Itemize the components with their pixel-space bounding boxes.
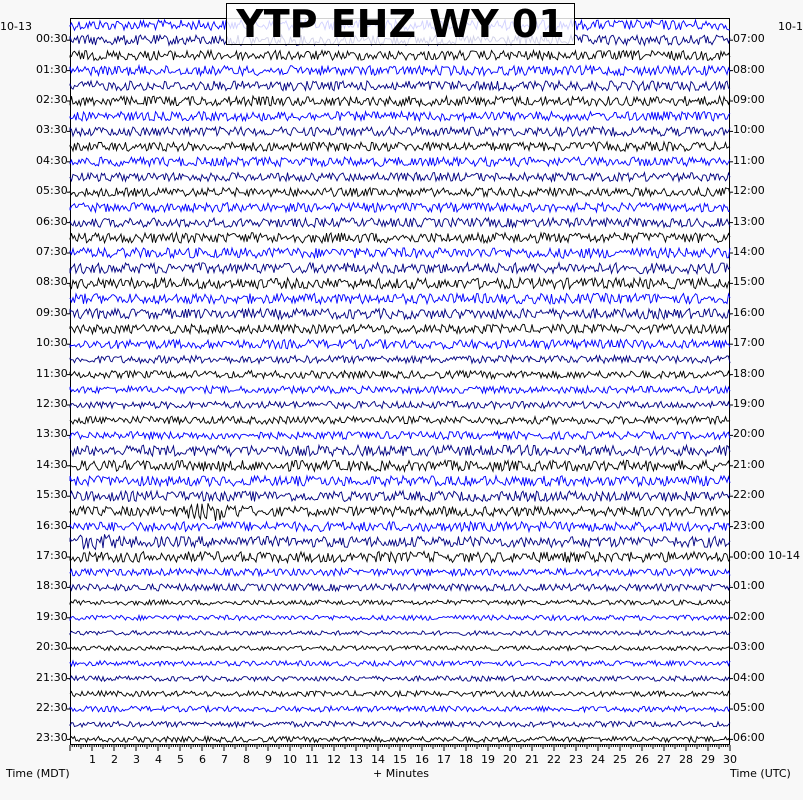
x-tick-label: 5 xyxy=(177,753,184,766)
left-hour-label: 17:30 xyxy=(36,549,68,562)
x-tick-label: 28 xyxy=(679,753,693,766)
x-tick-label: 14 xyxy=(371,753,385,766)
x-axis-label: + Minutes xyxy=(373,767,430,780)
title-box xyxy=(226,3,575,45)
right-hour-label: 22:00 xyxy=(733,488,765,501)
left-hour-label: 06:30 xyxy=(36,215,68,228)
right-hour-label: 05:00 xyxy=(733,701,765,714)
left-hour-label: 22:30 xyxy=(36,701,68,714)
left-hour-label: 07:30 xyxy=(36,245,68,258)
left-hour-label: 00:30 xyxy=(36,32,68,45)
right-date-change-label: 10-14 xyxy=(768,549,800,562)
right-hour-label: 18:00 xyxy=(733,367,765,380)
x-tick-label: 26 xyxy=(635,753,649,766)
right-hour-label: 02:00 xyxy=(733,610,765,623)
x-tick-label: 10 xyxy=(283,753,297,766)
x-tick-label: 1 xyxy=(89,753,96,766)
left-hour-label: 01:30 xyxy=(36,63,68,76)
x-tick-label: 29 xyxy=(701,753,715,766)
x-tick-label: 4 xyxy=(155,753,162,766)
right-hour-label: 12:00 xyxy=(733,184,765,197)
x-tick-label: 30 xyxy=(723,753,737,766)
right-hour-label: 17:00 xyxy=(733,336,765,349)
left-hour-label: 02:30 xyxy=(36,93,68,106)
left-hour-label: 10:30 xyxy=(36,336,68,349)
x-tick-label: 19 xyxy=(481,753,495,766)
left-hour-label: 14:30 xyxy=(36,458,68,471)
right-hour-label: 13:00 xyxy=(733,215,765,228)
x-tick-label: 27 xyxy=(657,753,671,766)
left-hour-label: 12:30 xyxy=(36,397,68,410)
right-hour-label: 04:00 xyxy=(733,671,765,684)
right-hour-label: 16:00 xyxy=(733,306,765,319)
left-date-label: 10-13 xyxy=(0,20,32,33)
right-hour-label: 11:00 xyxy=(733,154,765,167)
left-hour-label: 11:30 xyxy=(36,367,68,380)
left-hour-label: 05:30 xyxy=(36,184,68,197)
left-hour-label: 21:30 xyxy=(36,671,68,684)
right-hour-label: 23:00 xyxy=(733,519,765,532)
chart-title: YTP EHZ WY 01 xyxy=(236,2,565,46)
x-tick-label: 24 xyxy=(591,753,605,766)
x-tick-label: 8 xyxy=(243,753,250,766)
x-tick-label: 2 xyxy=(111,753,118,766)
x-tick-label: 23 xyxy=(569,753,583,766)
right-hour-label: 06:00 xyxy=(733,731,765,744)
x-tick-label: 9 xyxy=(265,753,272,766)
x-tick-label: 3 xyxy=(133,753,140,766)
x-tick-label: 15 xyxy=(393,753,407,766)
left-hour-label: 04:30 xyxy=(36,154,68,167)
right-hour-label: 08:00 xyxy=(733,63,765,76)
x-tick-label: 21 xyxy=(525,753,539,766)
x-tick-label: 13 xyxy=(349,753,363,766)
right-hour-label: 15:00 xyxy=(733,275,765,288)
x-tick-label: 20 xyxy=(503,753,517,766)
x-tick-label: 18 xyxy=(459,753,473,766)
right-axis-label: Time (UTC) xyxy=(730,767,791,780)
left-hour-label: 09:30 xyxy=(36,306,68,319)
right-hour-label: 07:00 xyxy=(733,32,765,45)
x-tick-label: 25 xyxy=(613,753,627,766)
right-date-label: 10-1 xyxy=(778,20,803,33)
left-hour-label: 15:30 xyxy=(36,488,68,501)
right-hour-label: 19:00 xyxy=(733,397,765,410)
left-hour-label: 19:30 xyxy=(36,610,68,623)
x-tick-label: 12 xyxy=(327,753,341,766)
left-hour-label: 08:30 xyxy=(36,275,68,288)
left-hour-label: 13:30 xyxy=(36,427,68,440)
x-tick-label: 17 xyxy=(437,753,451,766)
right-hour-label: 20:00 xyxy=(733,427,765,440)
left-hour-label: 23:30 xyxy=(36,731,68,744)
left-hour-label: 16:30 xyxy=(36,519,68,532)
right-hour-label: 10:00 xyxy=(733,123,765,136)
right-hour-label: 00:00 xyxy=(733,549,765,562)
left-hour-label: 20:30 xyxy=(36,640,68,653)
x-tick-label: 7 xyxy=(221,753,228,766)
right-hour-label: 21:00 xyxy=(733,458,765,471)
left-axis-label: Time (MDT) xyxy=(6,767,70,780)
left-hour-label: 03:30 xyxy=(36,123,68,136)
x-tick-label: 22 xyxy=(547,753,561,766)
left-hour-label: 18:30 xyxy=(36,579,68,592)
x-tick-label: 6 xyxy=(199,753,206,766)
right-hour-label: 14:00 xyxy=(733,245,765,258)
x-tick-label: 11 xyxy=(305,753,319,766)
right-hour-label: 09:00 xyxy=(733,93,765,106)
right-hour-label: 03:00 xyxy=(733,640,765,653)
x-tick-label: 16 xyxy=(415,753,429,766)
right-hour-label: 01:00 xyxy=(733,579,765,592)
